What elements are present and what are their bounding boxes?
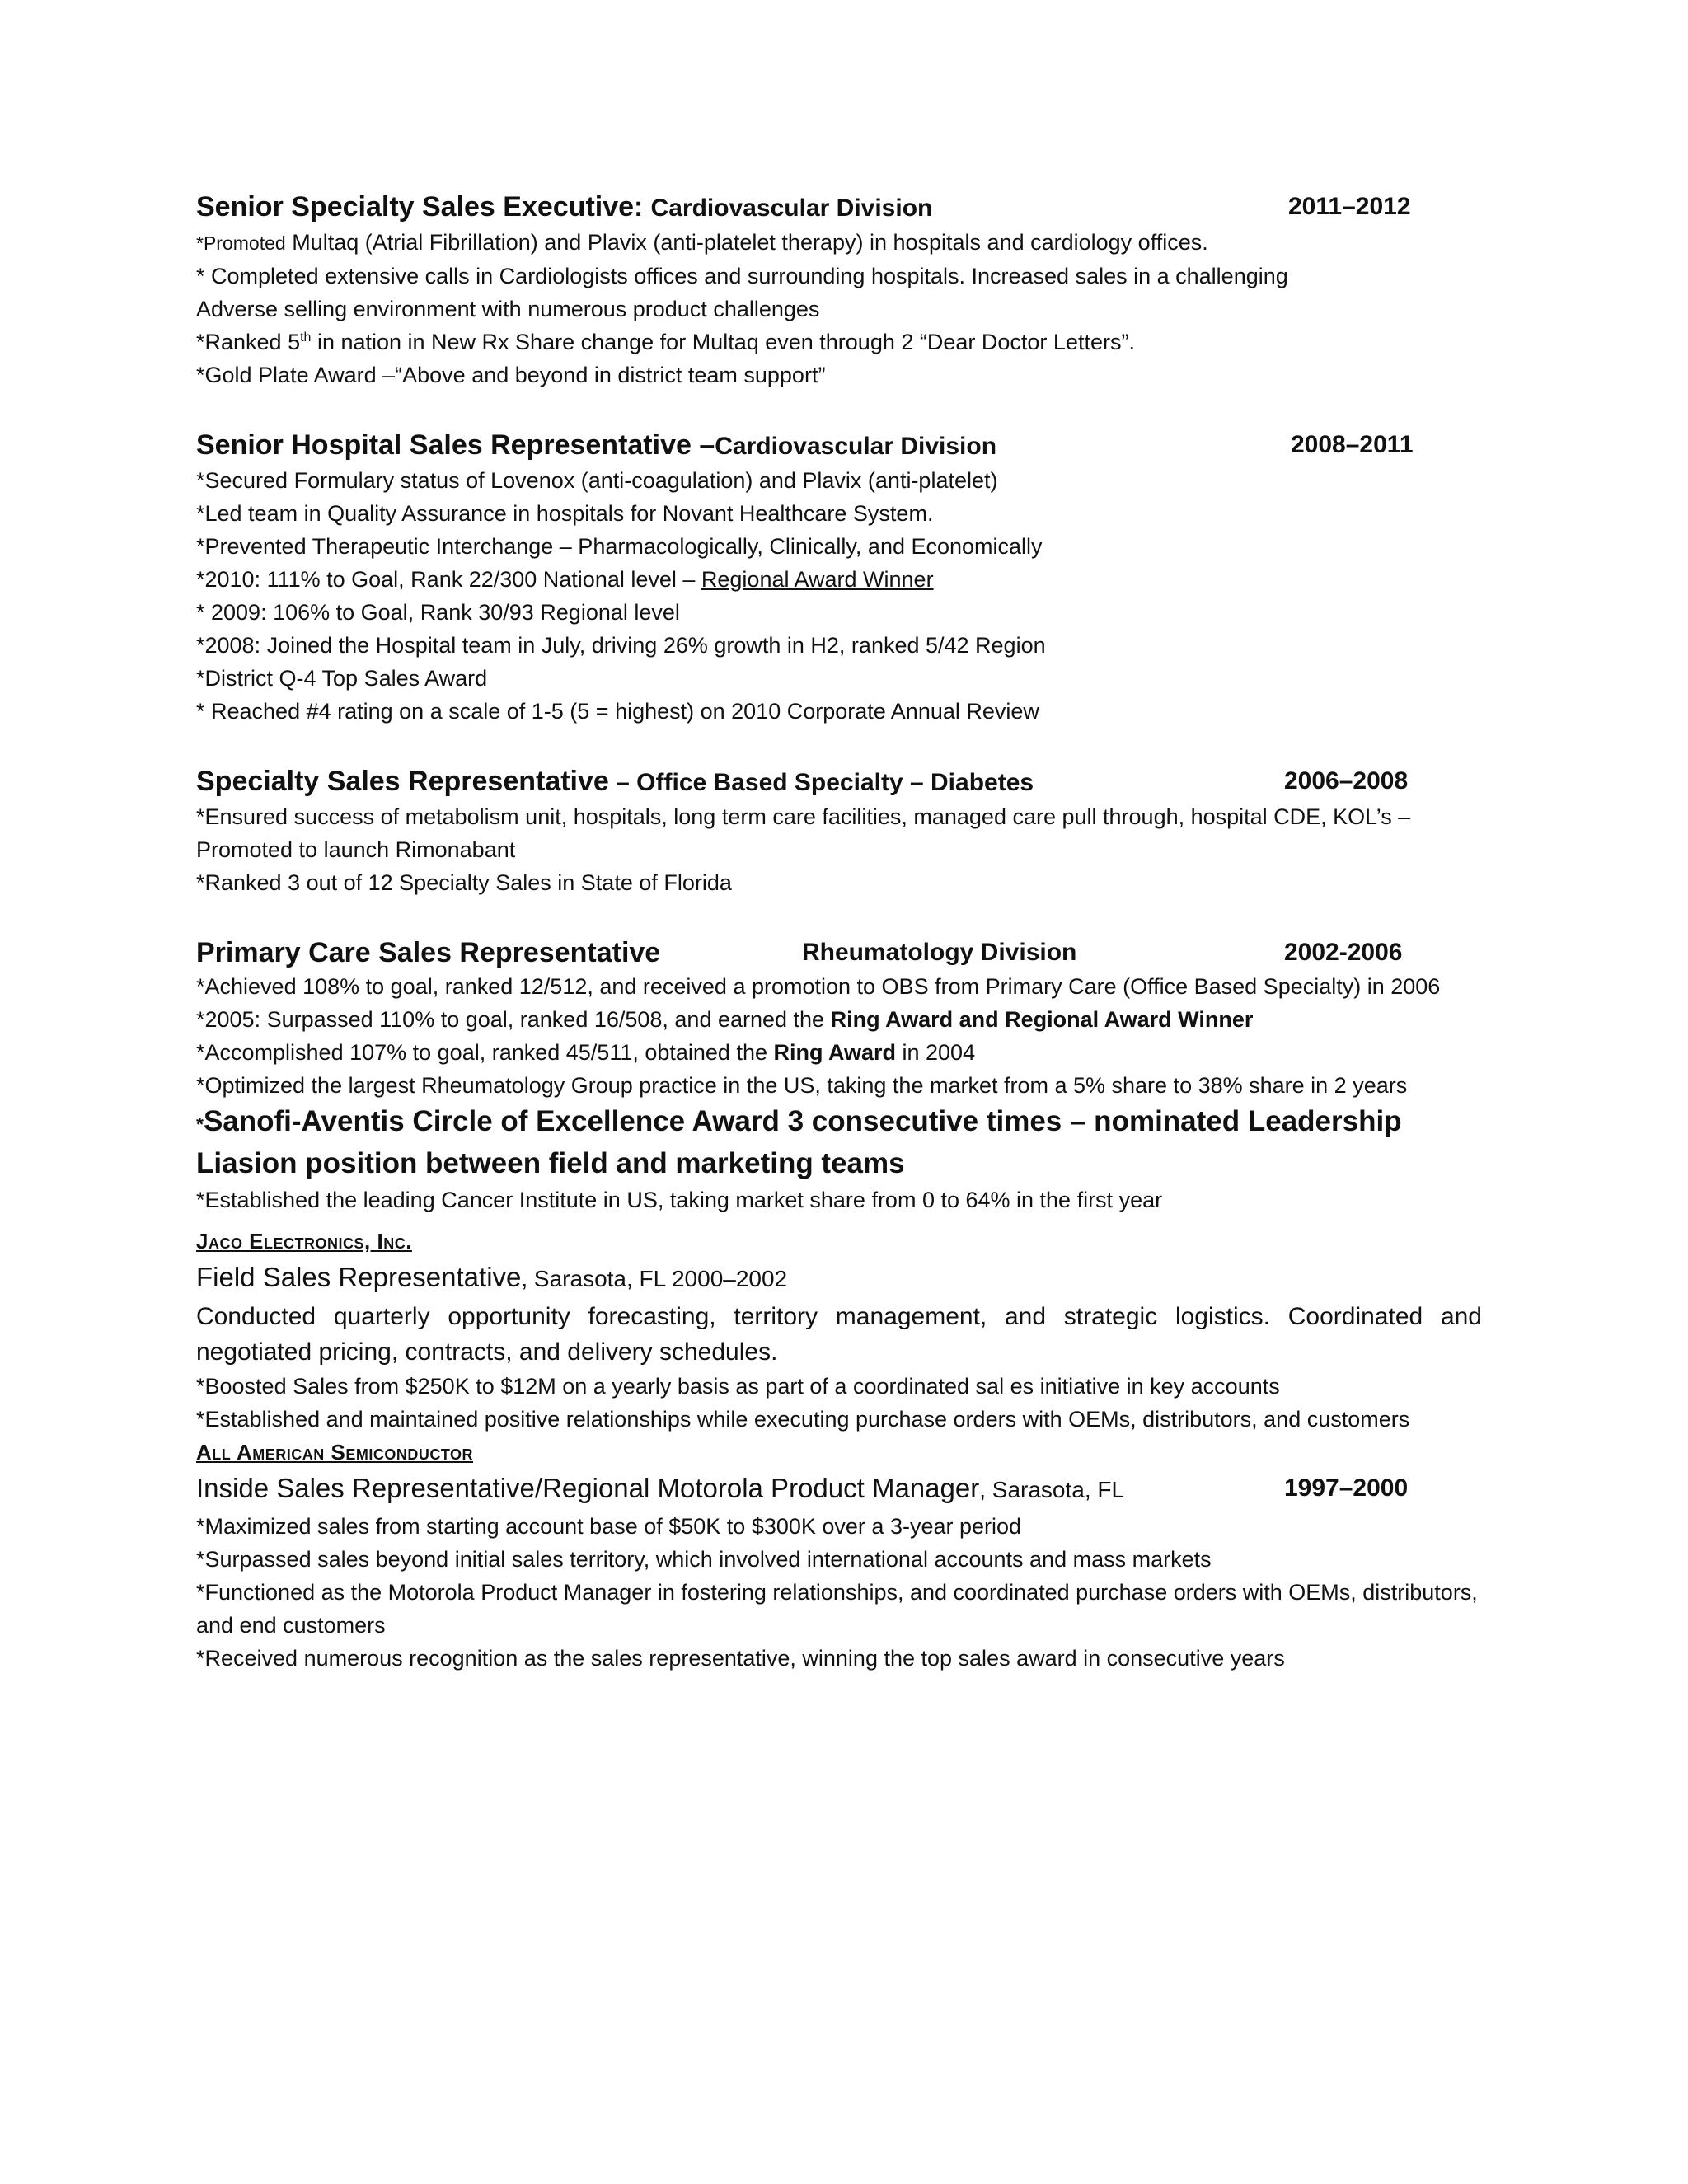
bullet: *Ranked 3 out of 12 Specialty Sales in State of Florida [196, 870, 732, 895]
bullet-bold: Ring Award [773, 1040, 896, 1065]
bullet [196, 1036, 1482, 1069]
bullet: *Functioned as the Motorola Product Manager in fostering relationships, and coordinated purchase orders with OEMs, distributors, and end customers [196, 1580, 1478, 1638]
bullet: * 2009: 106% to Goal, Rank 30/93 Regional level [196, 600, 680, 625]
role-years: 1997–2000 [1284, 1474, 1409, 1502]
bullet: *Gold Plate Award –“Above and beyond in district team support” [196, 363, 826, 387]
bullet: *Secured Formulary status of Lovenox (anti-coagulation) and Plavix (anti-platelet) [196, 468, 998, 493]
company-name: Jaco Electronics, Inc. [196, 1229, 412, 1254]
bullet: *Boosted Sales from $250K to $12M on a yearly basis as part of a coordinated sal es initiative in key accounts [196, 1374, 1280, 1399]
role-summary: Conducted quarterly opportunity forecasting, territory management, and strategic logistics. Coordinated and negotiated pricing, contracts, and delivery schedules. [196, 1303, 1482, 1366]
role-location: , Sarasota, FL [979, 1477, 1125, 1502]
bullet: *Prevented Therapeutic Interchange – Pharmacologically, Clinically, and Economically [196, 534, 1043, 559]
bullet: *Surpassed sales beyond initial sales territory, which involved international accounts and mass markets [196, 1547, 1212, 1572]
bullet: *District Q-4 Top Sales Award [196, 666, 488, 691]
bullet: *Led team in Quality Assurance in hospitals for Novant Healthcare System. [196, 501, 934, 526]
job-division: Cardiovascular Division [715, 433, 997, 460]
superscript: th [300, 330, 312, 344]
job-years: 2006–2008 [1284, 767, 1409, 794]
job-years: 2002-2006 [1284, 939, 1403, 966]
resume-page [196, 190, 1482, 1675]
bullet: *Optimized the largest Rheumatology Group practice in the US, taking the market from a 5% share to 38% share in 2 years [196, 1073, 1408, 1098]
bullet-bold: Ring Award and Regional Award Winner [830, 1007, 1254, 1032]
role-title: Field Sales Representative [196, 1262, 522, 1292]
bullet: *Ensured success of metabolism unit, hospitals, long term care facilities, managed care pull through, hospital CDE, KOL’s – Promoted to launch Rimonabant [196, 804, 1411, 862]
job-title: Senior Specialty Sales Executive: [196, 191, 644, 223]
bullet-text: *2010: 111% to Goal, Rank 22/300 National level – [196, 567, 701, 592]
award-link: Regional Award Winner [701, 567, 934, 592]
bullet-prefix: * [196, 1113, 204, 1135]
bullet: * Completed extensive calls in Cardiologists offices and surrounding hospitals. Increased sales in a challenging [196, 264, 1288, 288]
bullet [196, 563, 1482, 596]
role-location: , Sarasota, FL 2000–2002 [521, 1266, 788, 1291]
job-title: Specialty Sales Representative [196, 766, 609, 797]
bullet [196, 326, 1482, 359]
job-title: Senior Hospital Sales Representative – [196, 429, 715, 461]
job-years: 2008–2011 [1291, 431, 1414, 458]
bullet-text: Sanofi-Aventis Circle of Excellence Award 3 consecutive times – nominated Leadership Liasion position between field and marketing teams [196, 1105, 1402, 1179]
bullet: *Established and maintained positive relationships while executing purchase orders with OEMs, distributors, and customers [196, 1407, 1410, 1432]
highlight-award [196, 1102, 1482, 1183]
bullet-text: *2005: Surpassed 110% to goal, ranked 16/508, and earned the [196, 1007, 831, 1032]
job-division: Rheumatology Division [802, 939, 1077, 966]
role-title: Inside Sales Representative/Regional Motorola Product Manager [196, 1473, 980, 1503]
bullet-text: in 2004 [896, 1040, 976, 1065]
company-name: All American Semiconductor [196, 1440, 474, 1465]
job-header [196, 428, 1482, 464]
bullet: Adverse selling environment with numerous product challenges [196, 297, 820, 321]
bullet [196, 1003, 1482, 1036]
role-line [196, 1258, 1482, 1299]
bullet-text: in nation in New Rx Share change for Multaq even through 2 “Dear Doctor Letters”. [311, 330, 1135, 354]
bullet: *Achieved 108% to goal, ranked 12/512, and received a promotion to OBS from Primary Care (Office Based Specialty) in 2006 [196, 974, 1441, 999]
job-header [196, 764, 1482, 800]
bullet-prefix: *Promoted [196, 232, 286, 254]
bullet: *Received numerous recognition as the sales representative, winning the top sales award in consecutive years [196, 1646, 1285, 1671]
bullet-prefix: *Ranked 5 [196, 330, 301, 354]
bullet-text: Multaq (Atrial Fibrillation) and Plavix (anti-platelet therapy) in hospitals and cardiology offices. [292, 230, 1208, 255]
job-years: 2011–2012 [1288, 193, 1411, 220]
bullet [196, 226, 1482, 260]
job-division: – Office Based Specialty – Diabetes [608, 769, 1034, 796]
job-header [196, 190, 1482, 226]
bullet: *Established the leading Cancer Institute in US, taking market share from 0 to 64% in the first year [196, 1188, 1163, 1212]
job-division: Cardiovascular Division [650, 194, 933, 222]
job-header [196, 935, 1482, 970]
bullet: *2008: Joined the Hospital team in July, driving 26% growth in H2, ranked 5/42 Region [196, 633, 1046, 658]
role-line [196, 1469, 1482, 1510]
bullet-text: *Accomplished 107% to goal, ranked 45/511, obtained the [196, 1040, 774, 1065]
job-title: Primary Care Sales Representative [196, 937, 661, 968]
bullet: * Reached #4 rating on a scale of 1-5 (5 = highest) on 2010 Corporate Annual Review [196, 699, 1039, 724]
bullet: *Maximized sales from starting account base of $50K to $300K over a 3-year period [196, 1514, 1022, 1539]
